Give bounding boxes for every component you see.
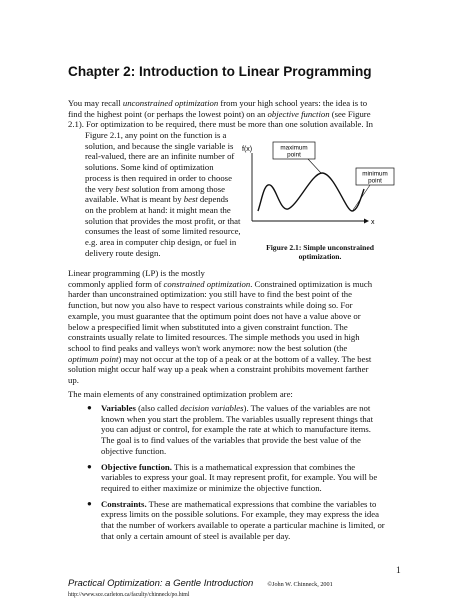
text-line: harder than unconstrained optimization: you still have to find the best point of the bbox=[68, 289, 352, 300]
list-item-line: required to either maximize or minimize the objective function. bbox=[101, 482, 322, 493]
text-line: You may recall unconstrained optimization from your high school years: the idea is to bbox=[68, 98, 368, 108]
footer-book-title: Practical Optimization: a Gentle Introduction bbox=[68, 578, 254, 589]
text-line: solution that provides the most profit, or that bbox=[85, 215, 241, 226]
list-item bbox=[85, 403, 405, 457]
elements-intro: The main elements of any constrained optimization problem are: bbox=[68, 389, 293, 399]
bold-term: Constraints. bbox=[101, 498, 147, 509]
maximum-pointer bbox=[308, 159, 321, 173]
bold-term: Variables bbox=[101, 403, 136, 413]
minimum-point-label-1: minimum bbox=[362, 170, 388, 178]
emphasis-text: unconstrained optimization bbox=[122, 98, 219, 108]
text-line: commonly applied form of constrained optimization. Constrained optimization is much bbox=[68, 278, 373, 289]
wrapped-paragraph bbox=[85, 130, 243, 258]
bold-term: Objective function. bbox=[101, 461, 172, 472]
minimum-point-label-2: point bbox=[368, 177, 382, 185]
emphasis-text: optimum point bbox=[68, 353, 119, 364]
text-line: optimum point) may not occur at the top of a peak or at the bottom of a valley. The best bbox=[68, 353, 372, 364]
list-item-line: express limits on the possible solutions. For example, they may express the idea bbox=[101, 509, 379, 520]
chapter-title: Chapter 2: Introduction to Linear Programming bbox=[68, 64, 372, 79]
list-item-line: known when you start the problem. The variables usually represent things that bbox=[101, 413, 373, 424]
figure-caption-line-1: Figure 2.1: Simple unconstrained bbox=[266, 243, 374, 252]
text-line: real-valued, there are an infinite number of bbox=[85, 151, 235, 162]
text-line: available. What is meant by best depends bbox=[85, 194, 229, 205]
list-item-line: The goal is to find values of the variables that provide the best value of the bbox=[101, 435, 361, 446]
list-item-line: Objective function. This is a mathematical expression that combines the bbox=[101, 461, 356, 472]
text-line: Linear programming (LP) is the mostly bbox=[68, 268, 205, 278]
maximum-point-label-2: point bbox=[287, 151, 301, 159]
y-axis-label: f(x) bbox=[242, 146, 253, 153]
list-item-line: that the number of workers available to operate a particular machine is limited, or bbox=[101, 520, 385, 531]
text-line: consumes the least of some limited resource, bbox=[85, 226, 241, 237]
text-line: example, you must guarantee that the optimum point does not have a value above or bbox=[68, 310, 361, 321]
page-number: 1 bbox=[396, 566, 401, 576]
text-line: school to find peaks and valleys won't work anymore: now the best solution (the bbox=[68, 342, 348, 353]
list-item bbox=[85, 499, 405, 542]
footer-url: http://www.sce.carleton.ca/faculty/chinneck/po.html bbox=[68, 592, 190, 598]
minimum-pointer bbox=[353, 185, 370, 210]
bullet-icon: ● bbox=[87, 461, 92, 471]
list-item-line: variables to express your goal. It may represent profit, for example. You will be bbox=[101, 472, 378, 483]
intro-paragraph bbox=[68, 98, 406, 130]
text-line: process is then required in order to choose bbox=[85, 172, 232, 183]
linear-programming-paragraph bbox=[68, 268, 406, 386]
text-line: solutions. Some kind of optimization bbox=[85, 162, 214, 173]
x-axis-label: x bbox=[371, 219, 375, 226]
figure-caption bbox=[236, 243, 404, 262]
elements-list bbox=[85, 403, 405, 546]
list-item-line: Constraints. These are mathematical expressions that combine the variables to bbox=[101, 498, 377, 509]
text-line: solution might occur half way up a peak when a constraint prohibits movement farther bbox=[68, 364, 369, 375]
bullet-icon: ● bbox=[87, 498, 92, 508]
figure-caption-line-2: optimization. bbox=[298, 252, 342, 262]
maximum-point-label-1: maximum bbox=[280, 144, 308, 152]
text-line: 2.1). For optimization to be required, there must be more than one solution available. In bbox=[68, 119, 373, 130]
text-line: find the highest point (or perhaps the lowest point) on an objective function (see Figure bbox=[68, 108, 371, 119]
emphasis-text: best bbox=[183, 194, 198, 205]
list-item-line: you can adjust or control, for example the rate at which to manufacture items. bbox=[101, 424, 371, 435]
emphasis-text: objective function bbox=[267, 108, 330, 119]
list-item bbox=[85, 462, 405, 494]
text-line: solution, and because the single variable is bbox=[85, 140, 234, 151]
list-item-line: Variables (also called decision variables). The values of the variables are not bbox=[101, 403, 371, 413]
text-line: constraints usually relate to limited resources. The simple methods you used in high bbox=[68, 332, 360, 343]
footer-copyright: ©John W. Chinneck, 2001 bbox=[267, 581, 333, 588]
text-line: e.g. area in computer chip design, or fuel in bbox=[85, 237, 237, 248]
x-axis-arrow-icon bbox=[364, 219, 369, 224]
text-line: Figure 2.1, any point on the function is a bbox=[85, 130, 227, 140]
text-line: the very best solution from among those bbox=[85, 183, 225, 194]
text-line: up. bbox=[68, 375, 79, 386]
text-line: function, but now you also have to respect various constraints while doing so. For bbox=[68, 300, 353, 311]
emphasis-text: best bbox=[115, 183, 130, 194]
list-item-line: that only a certain amount of steel is available per day. bbox=[101, 530, 291, 541]
text-line: below a prespecified limit when substituted into a given constraint function. The bbox=[68, 321, 348, 332]
text-line: delivery route design. bbox=[85, 247, 161, 258]
bullet-icon: ● bbox=[87, 403, 92, 412]
footer bbox=[68, 573, 408, 598]
emphasis-text: constrained optimization bbox=[163, 278, 251, 289]
objective-function-curve bbox=[258, 173, 364, 211]
list-item-line: objective function. bbox=[101, 445, 167, 456]
emphasis-text: decision variables bbox=[180, 403, 244, 413]
text-line: on the problem at hand: it might mean the bbox=[85, 204, 231, 215]
